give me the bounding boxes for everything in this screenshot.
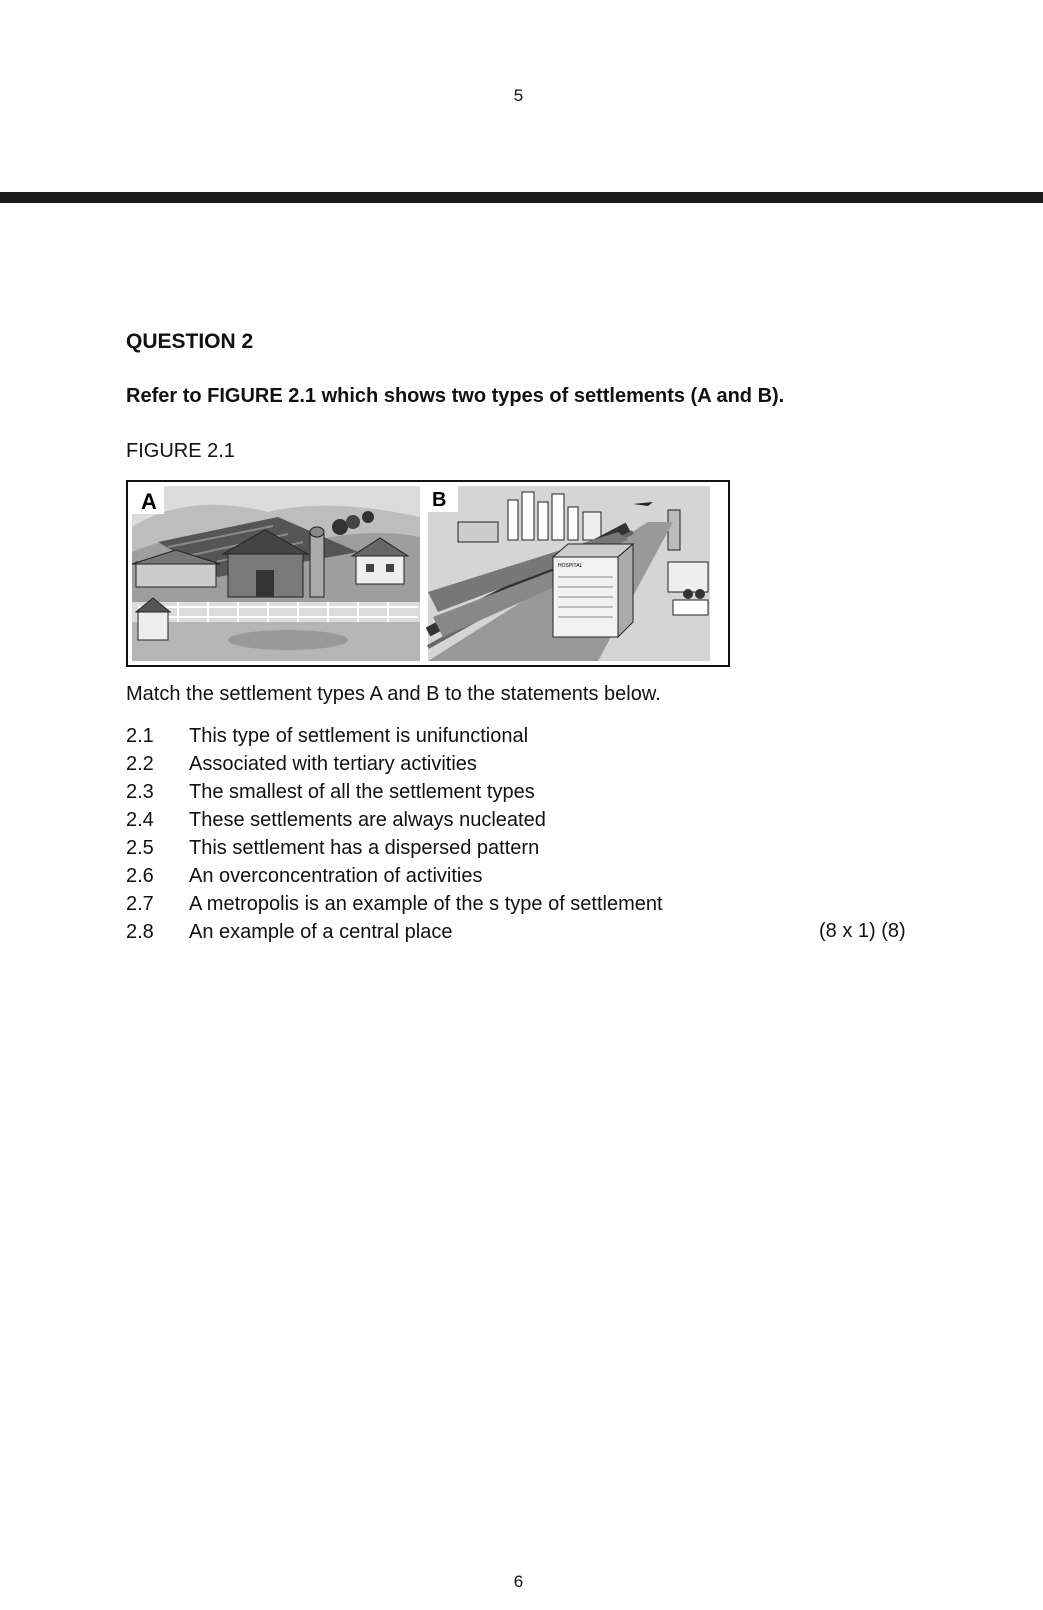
list-item [126,780,926,808]
list-item [126,920,926,948]
item-text: A metropolis is an example of the s type of settlement [189,893,663,915]
instruction: Match the settlement types A and B to the statements below. [126,683,661,705]
panel-a-label: A [141,489,157,514]
item-text: The smallest of all the settlement types [189,781,535,803]
panel-a-rural-scene [132,486,420,661]
item-number: 2.4 [126,809,154,831]
marks-allocation: (8 x 1) (8) [819,920,906,942]
item-text: An example of a central place [189,921,453,943]
list-item [126,836,926,864]
figure-label: FIGURE 2.1 [126,440,235,462]
item-number: 2.1 [126,725,154,747]
settlement-figure [126,480,730,667]
item-number: 2.6 [126,865,154,887]
item-number: 2.2 [126,753,154,775]
list-item [126,808,926,836]
question-intro: Refer to FIGURE 2.1 which shows two types of settlements (A and B). [126,385,785,407]
list-item [126,892,926,920]
list-item [126,752,926,780]
item-number: 2.3 [126,781,154,803]
item-number: 2.5 [126,837,154,859]
hospital-sign: HOSPITAL [558,563,583,569]
panel-b-urban-scene [428,486,710,661]
item-number: 2.7 [126,893,154,915]
item-text: Associated with tertiary activities [189,753,477,775]
item-text: This settlement has a dispersed pattern [189,837,540,859]
settlement-illustration [128,482,728,665]
item-number: 2.8 [126,921,154,943]
question-title: QUESTION 2 [126,330,254,353]
list-item [126,724,926,752]
item-text: This type of settlement is unifunctional [189,725,529,747]
item-text: These settlements are always nucleated [189,809,546,831]
page-number-top: 5 [513,86,524,105]
item-text: An overconcentration of activities [189,865,483,887]
page-number-bottom: 6 [513,1572,524,1591]
list-item [126,864,926,892]
statement-list [126,724,926,948]
header-divider [0,192,1043,203]
panel-b-label: B [432,489,447,511]
